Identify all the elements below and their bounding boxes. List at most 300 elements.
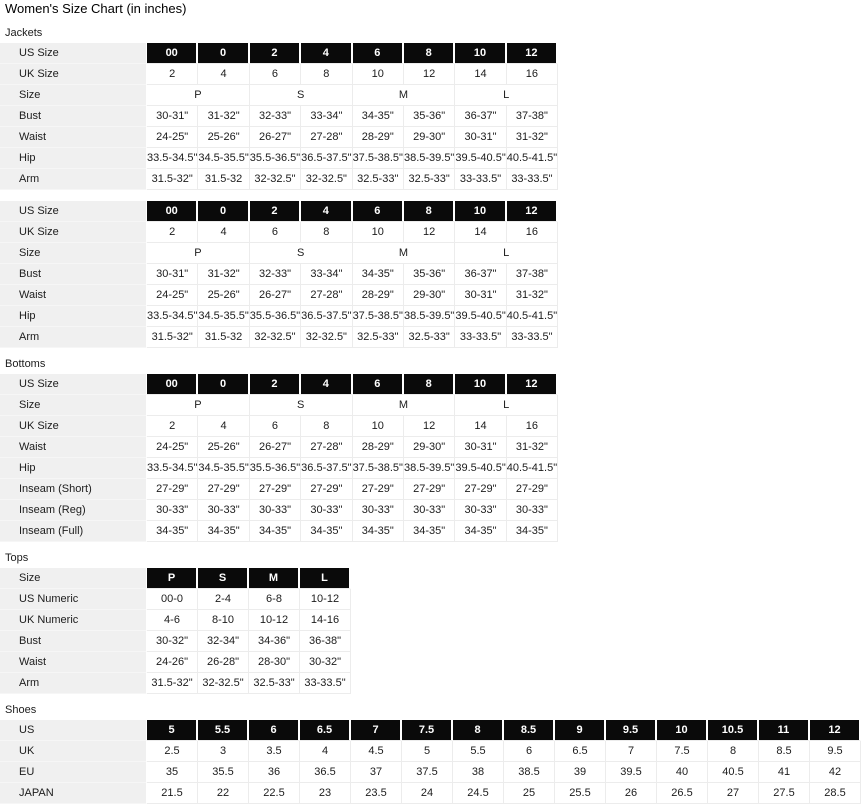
size-value-cell: 36.5 — [300, 762, 351, 783]
size-value-cell: 30-33" — [353, 500, 404, 521]
size-value-cell: 10 — [353, 416, 404, 437]
size-value-cell: 35.5 — [198, 762, 249, 783]
tops-size-table — [0, 568, 351, 694]
size-value-cell: 28-30" — [249, 652, 300, 673]
size-header-cell: 12 — [507, 201, 558, 222]
size-value-cell: P — [147, 395, 250, 416]
row-label: Waist — [0, 127, 147, 148]
size-value-cell: 24.5 — [453, 783, 504, 804]
table-row — [0, 568, 351, 589]
size-value-cell: 3 — [198, 741, 249, 762]
size-header-cell: 10 — [455, 43, 506, 64]
size-value-cell: 32.5-33" — [249, 673, 300, 694]
size-value-cell: 35-36" — [404, 106, 455, 127]
size-header-cell: S — [198, 568, 249, 589]
row-label: US Size — [0, 374, 147, 395]
size-value-cell: 24-26" — [147, 652, 198, 673]
size-value-cell: 40.5-41.5" — [507, 148, 558, 169]
size-value-cell: 10-12 — [300, 589, 351, 610]
size-header-cell: 5.5 — [198, 720, 249, 741]
size-value-cell: 37.5 — [402, 762, 453, 783]
size-value-cell: 26-27" — [250, 437, 301, 458]
size-value-cell: 00-0 — [147, 589, 198, 610]
size-header-cell: 8 — [453, 720, 504, 741]
size-value-cell: 26-28" — [198, 652, 249, 673]
size-value-cell: 34.5-35.5" — [198, 148, 249, 169]
size-value-cell: 14 — [455, 416, 506, 437]
size-header-cell: 7 — [351, 720, 402, 741]
size-value-cell: 38.5-39.5" — [404, 306, 455, 327]
size-value-cell: 31.5-32" — [147, 673, 198, 694]
size-value-cell: 5 — [402, 741, 453, 762]
size-value-cell: 32-32.5" — [301, 327, 352, 348]
size-header-cell: 4 — [301, 43, 352, 64]
size-value-cell: 28-29" — [353, 285, 404, 306]
size-value-cell: 2 — [147, 64, 198, 85]
size-value-cell: P — [147, 85, 250, 106]
size-value-cell: 2.5 — [147, 741, 198, 762]
row-label: Hip — [0, 148, 147, 169]
size-value-cell: 34.5-35.5" — [198, 306, 249, 327]
size-value-cell: 30-33" — [250, 500, 301, 521]
size-header-cell: 9 — [555, 720, 606, 741]
size-value-cell: 33.5-34.5" — [147, 458, 198, 479]
table-row — [0, 395, 558, 416]
size-value-cell: 33-33.5" — [455, 169, 506, 190]
size-header-cell: 6 — [353, 43, 404, 64]
size-header-cell: 7.5 — [402, 720, 453, 741]
table-row — [0, 222, 558, 243]
size-value-cell: 2 — [147, 416, 198, 437]
size-value-cell: 8-10 — [198, 610, 249, 631]
size-value-cell: S — [250, 395, 353, 416]
size-value-cell: 23 — [300, 783, 351, 804]
table-row — [0, 741, 861, 762]
row-label: Hip — [0, 458, 147, 479]
size-value-cell: 33.5-34.5" — [147, 306, 198, 327]
size-header-cell: 0 — [198, 374, 249, 395]
row-label: US Size — [0, 201, 147, 222]
size-value-cell: 16 — [507, 222, 558, 243]
size-value-cell: 31.5-32 — [198, 169, 249, 190]
size-value-cell: M — [353, 85, 456, 106]
size-value-cell: 4 — [198, 416, 249, 437]
size-value-cell: 4.5 — [351, 741, 402, 762]
table-row — [0, 264, 558, 285]
row-label: Size — [0, 395, 147, 416]
size-value-cell: 34-35" — [147, 521, 198, 542]
size-value-cell: 31.5-32 — [198, 327, 249, 348]
row-label: Hip — [0, 306, 147, 327]
size-value-cell: 25 — [504, 783, 555, 804]
table-row — [0, 783, 861, 804]
size-value-cell: 24-25" — [147, 127, 198, 148]
table-row — [0, 610, 351, 631]
size-value-cell: 29-30" — [404, 127, 455, 148]
table-row — [0, 169, 558, 190]
size-value-cell: 32-32.5" — [301, 169, 352, 190]
jackets-size-table-1 — [0, 43, 558, 190]
size-header-cell: 12 — [507, 374, 558, 395]
size-value-cell: P — [147, 243, 250, 264]
size-header-cell: 00 — [147, 374, 198, 395]
table-row — [0, 673, 351, 694]
size-value-cell: 40 — [657, 762, 708, 783]
size-value-cell: 34-35" — [353, 106, 404, 127]
size-value-cell: 21.5 — [147, 783, 198, 804]
table-row — [0, 500, 558, 521]
size-value-cell: 32-32.5" — [250, 169, 301, 190]
size-value-cell: 36 — [249, 762, 300, 783]
section-label: Tops — [5, 552, 29, 564]
size-value-cell: 37-38" — [507, 106, 558, 127]
row-label: US — [0, 720, 147, 741]
size-value-cell: L — [455, 395, 558, 416]
size-value-cell: 6 — [250, 416, 301, 437]
size-value-cell: 33.5-34.5" — [147, 148, 198, 169]
size-value-cell: 27-28" — [301, 437, 352, 458]
size-value-cell: S — [250, 85, 353, 106]
size-value-cell: 22.5 — [249, 783, 300, 804]
size-value-cell: 31-32" — [507, 127, 558, 148]
size-value-cell: 30-32" — [300, 652, 351, 673]
size-value-cell: 33-33.5" — [455, 327, 506, 348]
row-label: Inseam (Short) — [0, 479, 147, 500]
size-value-cell: 27-29" — [404, 479, 455, 500]
jackets-size-table-2 — [0, 201, 558, 348]
size-value-cell: 30-31" — [455, 127, 506, 148]
row-label: UK Size — [0, 222, 147, 243]
size-value-cell: 6 — [504, 741, 555, 762]
row-label: Bust — [0, 631, 147, 652]
row-label: Arm — [0, 673, 147, 694]
row-label: Waist — [0, 285, 147, 306]
size-value-cell: 6 — [250, 222, 301, 243]
size-header-cell: 8 — [404, 43, 455, 64]
table-row — [0, 64, 558, 85]
size-value-cell: 35.5-36.5" — [250, 306, 301, 327]
size-header-cell: 2 — [250, 43, 301, 64]
size-header-cell: 10 — [657, 720, 708, 741]
table-row — [0, 437, 558, 458]
size-value-cell: 14 — [455, 64, 506, 85]
size-value-cell: 35-36" — [404, 264, 455, 285]
size-value-cell: 29-30" — [404, 437, 455, 458]
size-value-cell: 32-32.5" — [198, 673, 249, 694]
size-value-cell: 4-6 — [147, 610, 198, 631]
size-value-cell: 32-34" — [198, 631, 249, 652]
size-value-cell: 38.5-39.5" — [404, 458, 455, 479]
row-label: Size — [0, 243, 147, 264]
size-value-cell: 12 — [404, 222, 455, 243]
size-header-cell: 6 — [353, 201, 404, 222]
size-value-cell: 31-32" — [198, 106, 249, 127]
row-label: Arm — [0, 327, 147, 348]
shoes-size-table — [0, 720, 861, 804]
size-header-cell: 10.5 — [708, 720, 759, 741]
size-value-cell: 41 — [759, 762, 810, 783]
size-value-cell: 39.5-40.5" — [455, 458, 506, 479]
size-header-cell: 2 — [250, 374, 301, 395]
table-row — [0, 43, 558, 64]
size-value-cell: 30-33" — [455, 500, 506, 521]
size-value-cell: 36.5-37.5" — [301, 148, 352, 169]
size-value-cell: 32.5-33" — [404, 169, 455, 190]
size-value-cell: 24-25" — [147, 285, 198, 306]
size-value-cell: 40.5-41.5" — [507, 306, 558, 327]
size-value-cell: 6-8 — [249, 589, 300, 610]
table-row — [0, 327, 558, 348]
size-header-cell: P — [147, 568, 198, 589]
size-value-cell: L — [455, 243, 558, 264]
size-value-cell: 27-28" — [301, 127, 352, 148]
size-header-cell: 5 — [147, 720, 198, 741]
size-value-cell: 27.5 — [759, 783, 810, 804]
row-label: Waist — [0, 437, 147, 458]
size-value-cell: 39.5 — [606, 762, 657, 783]
size-value-cell: 38 — [453, 762, 504, 783]
size-value-cell: 12 — [404, 64, 455, 85]
size-value-cell: 9.5 — [810, 741, 861, 762]
size-value-cell: 36-38" — [300, 631, 351, 652]
size-value-cell: 30-33" — [198, 500, 249, 521]
row-label: UK Numeric — [0, 610, 147, 631]
size-value-cell: 31-32" — [507, 285, 558, 306]
size-value-cell: 37 — [351, 762, 402, 783]
size-value-cell: 33-33.5" — [300, 673, 351, 694]
size-value-cell: 5.5 — [453, 741, 504, 762]
row-label: EU — [0, 762, 147, 783]
size-value-cell: 33-34" — [301, 264, 352, 285]
sections — [0, 27, 861, 804]
size-value-cell: 34.5-35.5" — [198, 458, 249, 479]
size-value-cell: 24 — [402, 783, 453, 804]
size-value-cell: 24-25" — [147, 437, 198, 458]
size-header-cell: 11 — [759, 720, 810, 741]
size-header-cell: 4 — [301, 201, 352, 222]
table-row — [0, 306, 558, 327]
size-value-cell: 30-31" — [455, 437, 506, 458]
size-value-cell: 31.5-32" — [147, 327, 198, 348]
size-value-cell: 8.5 — [759, 741, 810, 762]
row-label: Size — [0, 85, 147, 106]
size-header-cell: 8.5 — [504, 720, 555, 741]
table-row — [0, 762, 861, 783]
size-value-cell: 34-36" — [249, 631, 300, 652]
size-value-cell: 40.5-41.5" — [507, 458, 558, 479]
size-value-cell: 25.5 — [555, 783, 606, 804]
size-value-cell: 30-33" — [147, 500, 198, 521]
table-row — [0, 85, 558, 106]
size-value-cell: 30-33" — [301, 500, 352, 521]
table-row — [0, 243, 558, 264]
section-jackets — [0, 27, 861, 348]
size-value-cell: 37.5-38.5" — [353, 306, 404, 327]
size-value-cell: 34-35" — [198, 521, 249, 542]
size-value-cell: 32.5-33" — [353, 327, 404, 348]
bottoms-size-table — [0, 374, 558, 542]
size-value-cell: 39.5-40.5" — [455, 148, 506, 169]
size-value-cell: 38.5 — [504, 762, 555, 783]
size-value-cell: 27-29" — [353, 479, 404, 500]
size-value-cell: 30-33" — [404, 500, 455, 521]
size-value-cell: 30-31" — [147, 106, 198, 127]
size-header-cell: 6 — [249, 720, 300, 741]
size-value-cell: 37.5-38.5" — [353, 148, 404, 169]
size-value-cell: 37-38" — [507, 264, 558, 285]
size-value-cell: 26 — [606, 783, 657, 804]
size-value-cell: 30-33" — [507, 500, 558, 521]
size-value-cell: L — [455, 85, 558, 106]
size-value-cell: 23.5 — [351, 783, 402, 804]
size-value-cell: 33-34" — [301, 106, 352, 127]
size-header-cell: M — [249, 568, 300, 589]
size-value-cell: 32.5-33" — [353, 169, 404, 190]
size-value-cell: 31-32" — [198, 264, 249, 285]
size-value-cell: 4 — [198, 64, 249, 85]
size-value-cell: 39 — [555, 762, 606, 783]
table-row — [0, 201, 558, 222]
table-row — [0, 127, 558, 148]
size-header-cell: 4 — [301, 374, 352, 395]
size-value-cell: 42 — [810, 762, 861, 783]
size-value-cell: 4 — [198, 222, 249, 243]
row-label: Bust — [0, 106, 147, 127]
size-value-cell: 35.5-36.5" — [250, 148, 301, 169]
size-header-cell: 8 — [404, 374, 455, 395]
size-value-cell: 30-31" — [147, 264, 198, 285]
size-value-cell: 26-27" — [250, 285, 301, 306]
size-value-cell: 10 — [353, 64, 404, 85]
table-row — [0, 106, 558, 127]
size-value-cell: 27-29" — [250, 479, 301, 500]
section-label: Bottoms — [5, 358, 46, 370]
size-value-cell: 32-33" — [250, 106, 301, 127]
row-label: Waist — [0, 652, 147, 673]
size-value-cell: 38.5-39.5" — [404, 148, 455, 169]
size-value-cell: 27-29" — [198, 479, 249, 500]
table-row — [0, 285, 558, 306]
size-value-cell: 34-35" — [404, 521, 455, 542]
size-header-cell: 6 — [353, 374, 404, 395]
section-label: Jackets — [5, 27, 43, 39]
size-header-cell: 10 — [455, 374, 506, 395]
size-value-cell: 6.5 — [555, 741, 606, 762]
size-value-cell: 16 — [507, 64, 558, 85]
table-row — [0, 521, 558, 542]
size-value-cell: 14-16 — [300, 610, 351, 631]
size-header-cell: 0 — [198, 43, 249, 64]
size-value-cell: 8 — [301, 64, 352, 85]
size-value-cell: 31-32" — [507, 437, 558, 458]
size-value-cell: 32-32.5" — [250, 327, 301, 348]
table-row — [0, 416, 558, 437]
size-value-cell: 27-29" — [507, 479, 558, 500]
size-value-cell: 36.5-37.5" — [301, 306, 352, 327]
row-label: UK — [0, 741, 147, 762]
size-value-cell: 32.5-33" — [404, 327, 455, 348]
size-value-cell: 34-35" — [250, 521, 301, 542]
size-value-cell: 30-31" — [455, 285, 506, 306]
size-value-cell: 28-29" — [353, 127, 404, 148]
size-value-cell: 6 — [250, 64, 301, 85]
size-header-cell: 9.5 — [606, 720, 657, 741]
size-value-cell: M — [353, 243, 456, 264]
size-value-cell: 31.5-32" — [147, 169, 198, 190]
size-value-cell: 10 — [353, 222, 404, 243]
size-value-cell: 36-37" — [455, 106, 506, 127]
section-shoes — [0, 704, 861, 804]
size-value-cell: 33-33.5" — [507, 327, 558, 348]
size-value-cell: 29-30" — [404, 285, 455, 306]
size-value-cell: 16 — [507, 416, 558, 437]
table-row — [0, 458, 558, 479]
size-header-cell: 10 — [455, 201, 506, 222]
section-tops — [0, 552, 861, 694]
row-label: Inseam (Full) — [0, 521, 147, 542]
row-label: UK Size — [0, 416, 147, 437]
size-header-cell: 0 — [198, 201, 249, 222]
size-value-cell: 2 — [147, 222, 198, 243]
row-label: US Numeric — [0, 589, 147, 610]
size-value-cell: 40.5 — [708, 762, 759, 783]
table-row — [0, 374, 558, 395]
size-value-cell: 8 — [301, 416, 352, 437]
size-header-cell: 00 — [147, 201, 198, 222]
size-value-cell: 35 — [147, 762, 198, 783]
size-header-cell: 00 — [147, 43, 198, 64]
row-label: JAPAN — [0, 783, 147, 804]
size-header-cell: 2 — [250, 201, 301, 222]
size-header-cell: 12 — [810, 720, 861, 741]
size-value-cell: 8 — [301, 222, 352, 243]
table-row — [0, 720, 861, 741]
size-header-cell: 12 — [507, 43, 558, 64]
row-label: Arm — [0, 169, 147, 190]
row-label: Size — [0, 568, 147, 589]
size-value-cell: 25-26" — [198, 285, 249, 306]
size-header-cell: 6.5 — [300, 720, 351, 741]
table-row — [0, 652, 351, 673]
size-value-cell: 27-28" — [301, 285, 352, 306]
size-value-cell: 25-26" — [198, 127, 249, 148]
size-value-cell: 10-12 — [249, 610, 300, 631]
section-label: Shoes — [5, 704, 37, 716]
size-value-cell: 2-4 — [198, 589, 249, 610]
size-value-cell: 27-29" — [301, 479, 352, 500]
size-value-cell: 4 — [300, 741, 351, 762]
size-value-cell: 7.5 — [657, 741, 708, 762]
size-value-cell: 36-37" — [455, 264, 506, 285]
size-value-cell: 27-29" — [147, 479, 198, 500]
size-value-cell: 32-33" — [250, 264, 301, 285]
row-label: Bust — [0, 264, 147, 285]
size-value-cell: 28.5 — [810, 783, 861, 804]
table-row — [0, 631, 351, 652]
size-value-cell: 12 — [404, 416, 455, 437]
table-row — [0, 479, 558, 500]
row-label: UK Size — [0, 64, 147, 85]
size-value-cell: 14 — [455, 222, 506, 243]
section-bottoms — [0, 358, 861, 542]
size-value-cell: 39.5-40.5" — [455, 306, 506, 327]
size-value-cell: M — [353, 395, 456, 416]
size-value-cell: 34-35" — [507, 521, 558, 542]
size-value-cell: 36.5-37.5" — [301, 458, 352, 479]
page-title: Women's Size Chart (in inches) — [5, 1, 187, 16]
size-value-cell: S — [250, 243, 353, 264]
size-value-cell: 34-35" — [353, 521, 404, 542]
